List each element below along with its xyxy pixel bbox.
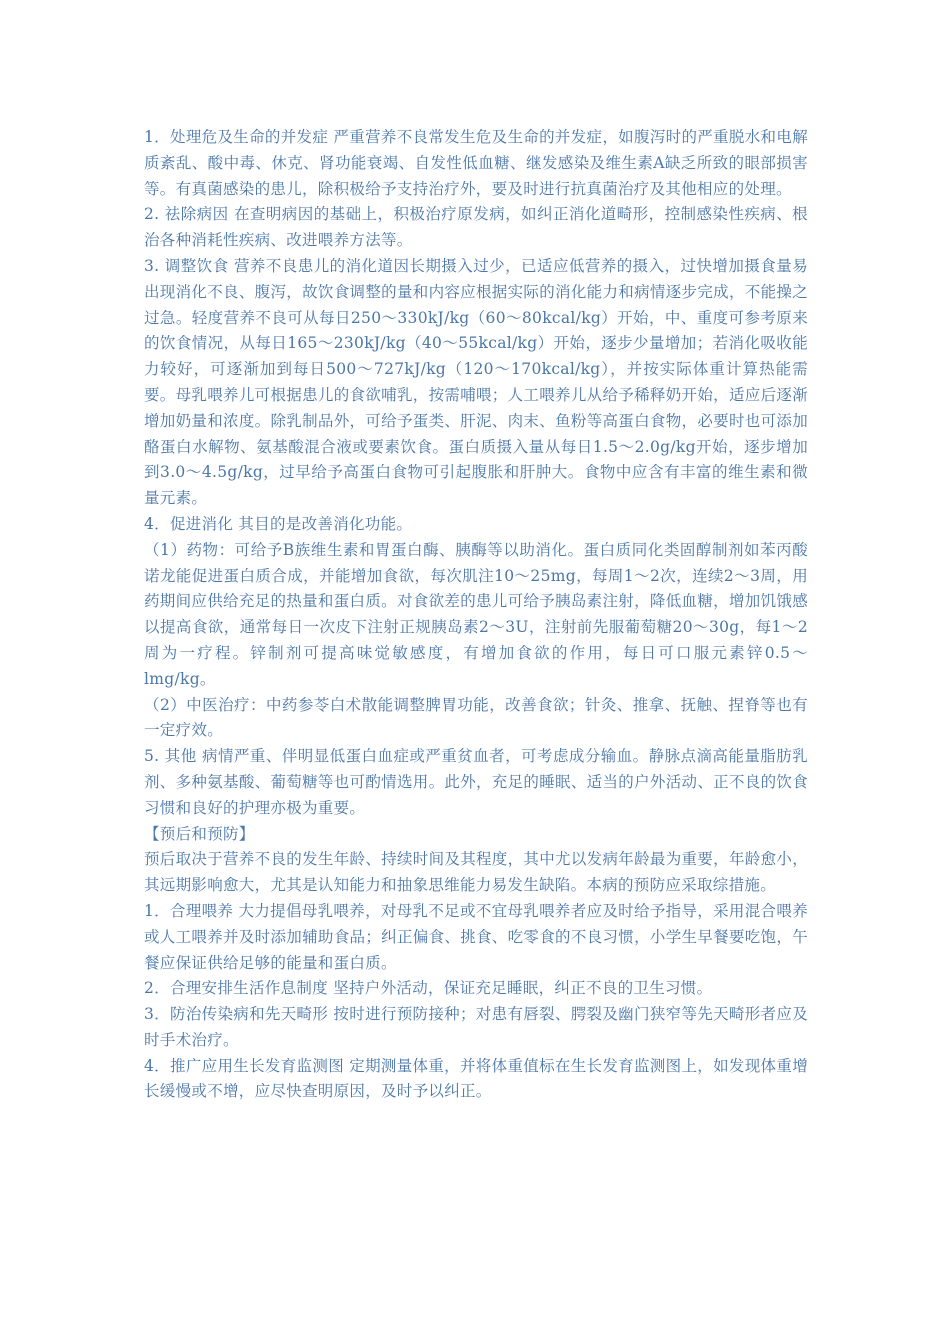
document-body [144, 125, 808, 1105]
paragraph-tcm-treatment: （2）中医治疗：中药参苓白术散能调整脾胃功能，改善食欲；针灸、推拿、抚触、捏脊等也有一定疗效。 [144, 695, 808, 740]
paragraph-reasonable-feeding: 1．合理喂养 大力提倡母乳喂养，对母乳不足或不宜母乳喂养者应及时给予指导，采用混合喂养或人工喂养并及时添加辅助食品；纠正偏食、挑食、吃零食的不良习惯，小学生早餐要吃饱，午餐应保证供给足够的能量和蛋白质。 [144, 901, 808, 972]
paragraph-medication: （1）药物：可给予B族维生素和胃蛋白酶、胰酶等以助消化。蛋白质同化类固醇制剂如苯丙酸诺龙能促进蛋白质合成，并能增加食欲，每次肌注10～25mg，每周1～2次，连续2～3周，用药期间应供给充足的热量和蛋白质。对食欲差的患儿可给予胰岛素注射，降低血糖，增加饥饿感以提高食欲，通常每日一次皮下注射正规胰岛素2～3U，注射前先服葡萄糖20～30g，每1～2周为一疗程。锌制剂可提高味觉敏感度，有增加食欲的作用，每日可口服元素锌0.5～lmg/kg。 [144, 540, 808, 688]
paragraph-adjust-diet: 3. 调整饮食 营养不良患儿的消化道因长期摄入过少，已适应低营养的摄入，过快增加摄食量易出现消化不良、腹泻，故饮食调整的量和内容应根据实际的消化能力和病情逐步完成，不能操之过急。轻度营养不良可从每日250～330kJ/kg（60～80kcal/kg）开始，中、重度可参考原来的饮食情况，从每日165～230kJ/kg（40～55kcal/kg）开始，逐步少量增加；若消化吸收能力较好，可逐渐加到每日500～727kJ/kg（120～170kcal/kg），并按实际体重计算热能需要。母乳喂养儿可根据患儿的食欲哺乳，按需哺喂；人工喂养儿从给予稀释奶开始，适应后逐渐增加奶量和浓度。除乳制品外，可给予蛋类、肝泥、肉末、鱼粉等高蛋白食物，必要时也可添加酪蛋白水解物、氨基酸混合液或要素饮食。蛋白质摄入量从每日1.5～2.0g/kg开始，逐步增加到3.0～4.5g/kg，过早给予高蛋白食物可引起腹胀和肝肿大。食物中应含有丰富的维生素和微量元素。 [144, 256, 808, 508]
paragraph-daily-routine: 2．合理安排生活作息制度 坚持户外活动，保证充足睡眠，纠正不良的卫生习惯。 [144, 979, 713, 998]
paragraph-growth-monitoring: 4．推广应用生长发育监测图 定期测量体重，并将体重值标在生长发育监测图上，如发现体重增长缓慢或不增，应尽快查明原因，及时予以纠正。 [144, 1056, 808, 1101]
paragraph-remove-cause: 2. 祛除病因 在查明病因的基础上，积极治疗原发病，如纠正消化道畸形，控制感染性疾病、根治各种消耗性疾病、改进喂养方法等。 [144, 205, 808, 250]
paragraph-prognosis: 预后取决于营养不良的发生年龄、持续时间及其程度，其中尤以发病年龄最为重要，年龄愈小，其远期影响愈大，尤其是认知能力和抽象思维能力易发生缺陷。本病的预防应采取综措施。 [144, 850, 808, 895]
paragraph-life-threatening-complications: 1．处理危及生命的并发症 严重营养不良常发生危及生命的并发症，如腹泻时的严重脱水和电解质紊乱、酸中毒、休克、肾功能衰竭、自发性低血糖、继发感染及维生素A缺乏所致的眼部损害等。有真菌感染的患儿，除积极给予支持治疗外，要及时进行抗真菌治疗及其他相应的处理。 [144, 128, 808, 198]
paragraph-promote-digestion: 4．促进消化 其目的是改善消化功能。 [144, 514, 413, 533]
paragraph-other: 5. 其他 病情严重、伴明显低蛋白血症或严重贫血者，可考虑成分输血。静脉点滴高能量脂肪乳剂、多种氨基酸、葡萄糖等也可酌情选用。此外，充足的睡眠、适当的户外活动、正不良的饮食习惯和良好的护理亦极为重要。 [144, 747, 808, 817]
section-heading-prognosis-prevention: 【预后和预防】 [144, 824, 255, 843]
paragraph-prevent-infection-malformation: 3．防治传染病和先天畸形 按时进行预防接种；对患有唇裂、腭裂及幽门狭窄等先天畸形者应及时手术治疗。 [144, 1005, 808, 1049]
